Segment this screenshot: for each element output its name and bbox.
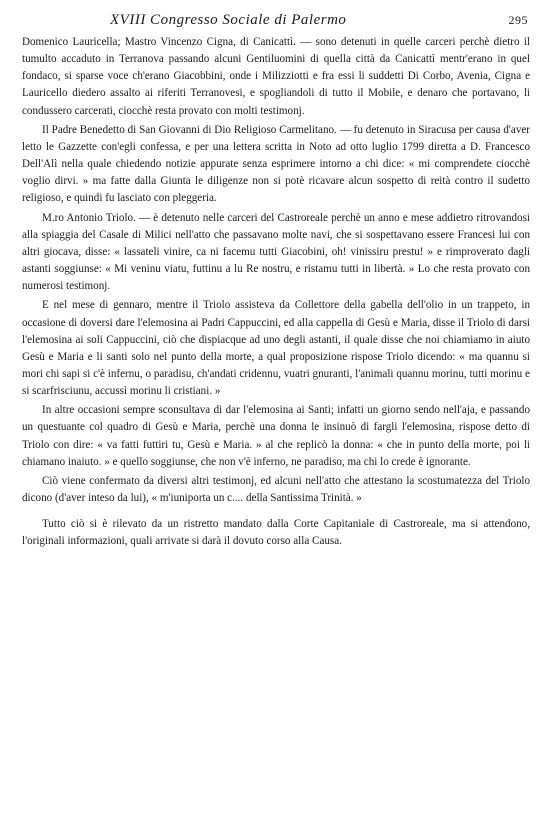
paragraph: In altre occasioni sempre sconsultava di dar l'elemosina ai Santi; infatti un giorno sendo nell'aja, e passando un questuante col quadro di Gesù e Maria, perchè una donna le insinuò di fargli l'elemosina, rispose detto di Triolo con dire: « va fatti futtiri tu, Gesù e Maria. » al che replicò la donna: « che in punto della morte, poi li chiamano inaiuto. » e quello soggiunse, che non v'è inferno, ne paradiso, ma chi lo crede è ignorante. [22, 404, 530, 468]
running-header [22, 10, 530, 34]
page-number: 295 [508, 13, 528, 27]
paragraph: Tutto ciò si è rilevato da un ristretto mandato dalla Corte Capitaniale di Castroreale, ma si attendono, l'originali informazioni, quali arrivate si darà il dovuto corso alla Causa. [22, 518, 530, 548]
paragraph: Il Padre Benedetto di San Giovanni di Dio Religioso Carmelitano. — fu detenuto in Siracusa per causa d'aver letto le Gazzette con'egli confessa, e per una lettera scritta in Noto ad otto luglio 1799 diretta a D. Francesco Dell'Alì nella quale chiedendo notizie appurate senza esprimere intorno a chi dice: « mi comprendete ciocchè voglio dirvi. » ma fatte dalla Giunta le diligenze non si potè ricavare alcun sospetto di reità contro il sudetto religioso, e quindi fu lasciato con pleggeria. [22, 123, 530, 205]
paragraph: Ciò viene confermato da diversi altri testimonj, ed alcuni nell'atto che attestano la scostumatezza del Triolo dicono (d'aver inteso da lui), « m'iuniporta un c.... della Santissima Trinità. » [22, 474, 530, 505]
paragraph: Domenico Lauricella; Mastro Vincenzo Cigna, di Canicattì. — sono detenuti in quelle carceri perchè dietro il tumulto accaduto in Terranova passando alcuni Gentiluomini di quella città da Canicattì mentr'erano in quel fondaco, si sparse voce ch'erano Giacobbini, onde i Milizziotti e fra essi li suddetti Di Corbo, Avenia, Cigna e Lauricello diedero assalto ai riferiti Terranovesi, e spogliandoli di tutto il Mobile, e denaro che portavano, li condussero carcerati, ciocchè resta provato con molti testimonj. [22, 36, 530, 117]
paragraph: E nel mese di gennaro, mentre il Triolo assisteva da Collettore della gabella dell'olio in un trappeto, in occasione di doversi dare l'elemosina ai Padri Cappuccini, ed alla cappella di Gesù e Maria, disse il Triolo di darsi l'elemosina ai soli Cappuccini, ciò che dispiacque ad uno degli astanti, il quale disse che noi chiamiamo in aiuto Gesù e Maria e li santi solo nel punto della morte, a qual proposizione rispose Triolo dicendo: « ma quannu si mori chi sapi si c'è infernu, o paradisu, ch'andati cridennu, vuatri gnuranti, l'animali quannu morinu, tutti morinu e si scarfrisciunu, accussì morinu li cristiani. » [22, 299, 530, 398]
document-page [22, 10, 530, 551]
paragraph: M.ro Antonio Triolo. — è detenuto nelle carceri del Castroreale perchè un anno e mese addietro ritrovandosi alla spiaggia del Casale di Milici nell'atto che passavano molte navi, che si sospettavano essere Francesi lui con altri giocava, disse: « lassateli vinire, ca ni facemu tutti Giacobini, oh! vinissiru prestu! » e rimproverato dagli astanti soggiunse: « Mi veninu viatu, futtinu a lu Re nostru, e ristamu tutti in libertà. » Lo che resta provato con numerosi testimonj. [22, 211, 530, 293]
body-text [22, 34, 530, 551]
running-title: XVIII Congresso Sociale di Palermo [110, 12, 347, 28]
